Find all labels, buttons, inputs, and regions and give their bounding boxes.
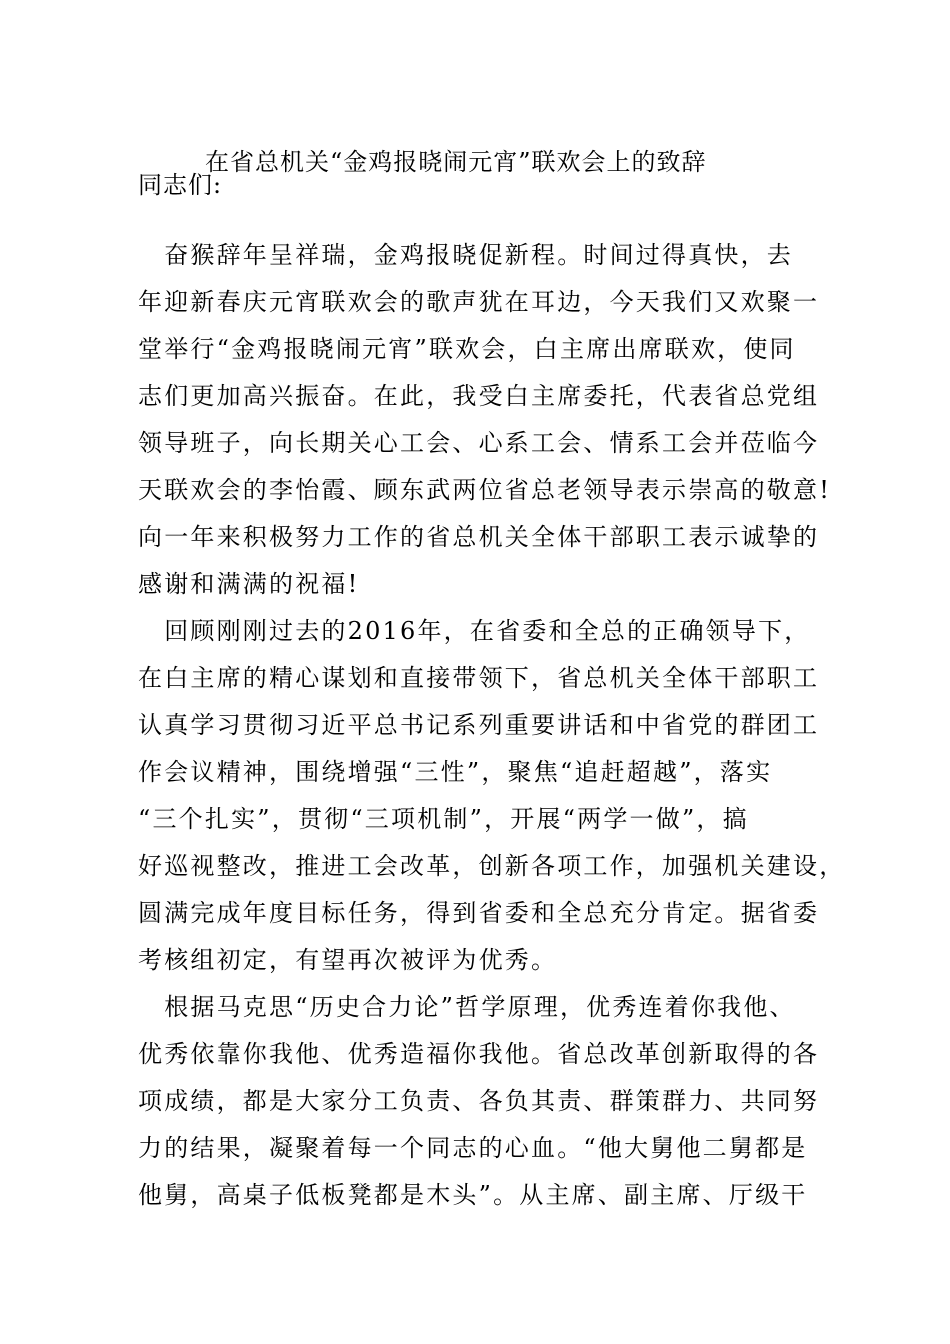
body-line: 作会议精神，围绕增强“三性”，聚焦“追赶超越”，落实 xyxy=(138,758,773,786)
body-line: 在白主席的精心谋划和直接带领下，省总机关全体干部职工 xyxy=(138,664,820,692)
body-line: 力的结果，凝聚着每一个同志的心血。“他大舅他二舅都是 xyxy=(138,1134,808,1162)
body-line: 好巡视整改，推进工会改革，创新各项工作，加强机关建设， xyxy=(138,852,846,880)
body-line: 向一年来积极努力工作的省总机关全体干部职工表示诚挚的 xyxy=(138,523,820,551)
body-line: 年迎新春庆元宵联欢会的歌声犹在耳边，今天我们又欢聚一 xyxy=(138,288,820,316)
body-line: 志们更加高兴振奋。在此，我受白主席委托，代表省总党组 xyxy=(138,382,820,410)
body-line: 领导班子，向长期关心工会、心系工会、情系工会并莅临今 xyxy=(138,429,820,457)
body-line: 回顾刚刚过去的2016年，在省委和全总的正确领导下， xyxy=(138,617,811,645)
body-line: 考核组初定，有望再次被评为优秀。 xyxy=(138,946,558,974)
body-line: 认真学习贯彻习近平总书记系列重要讲话和中省党的群团工 xyxy=(138,711,820,739)
body-line: 感谢和满满的祝福! xyxy=(138,570,360,598)
body-line: 他舅，高桌子低板凳都是木头”。从主席、副主席、厅级干 xyxy=(138,1181,808,1209)
body-line: 根据马克思“历史合力论”哲学原理，优秀连着你我他、 xyxy=(138,993,796,1021)
salutation: 同志们: xyxy=(138,171,223,199)
body-line: 奋猴辞年呈祥瑞，金鸡报晓促新程。时间过得真快，去 xyxy=(138,241,793,269)
document-title: 在省总机关“金鸡报晓闹元宵”联欢会上的致辞 xyxy=(205,148,707,176)
body-line: 优秀依靠你我他、优秀造福你我他。省总改革创新取得的各 xyxy=(138,1040,820,1068)
body-line: 天联欢会的李怡霞、顾东武两位省总老领导表示崇高的敬意! xyxy=(138,476,832,504)
body-line: 圆满完成年度目标任务，得到省委和全总充分肯定。据省委 xyxy=(138,899,820,927)
body-line: 堂举行“金鸡报晓闹元宵”联欢会，白主席出席联欢，使同 xyxy=(138,335,796,363)
body-line: “三个扎实”，贯彻“三项机制”，开展“两学一做”，搞 xyxy=(138,805,749,833)
body-line: 项成绩，都是大家分工负责、各负其责、群策群力、共同努 xyxy=(138,1087,820,1115)
